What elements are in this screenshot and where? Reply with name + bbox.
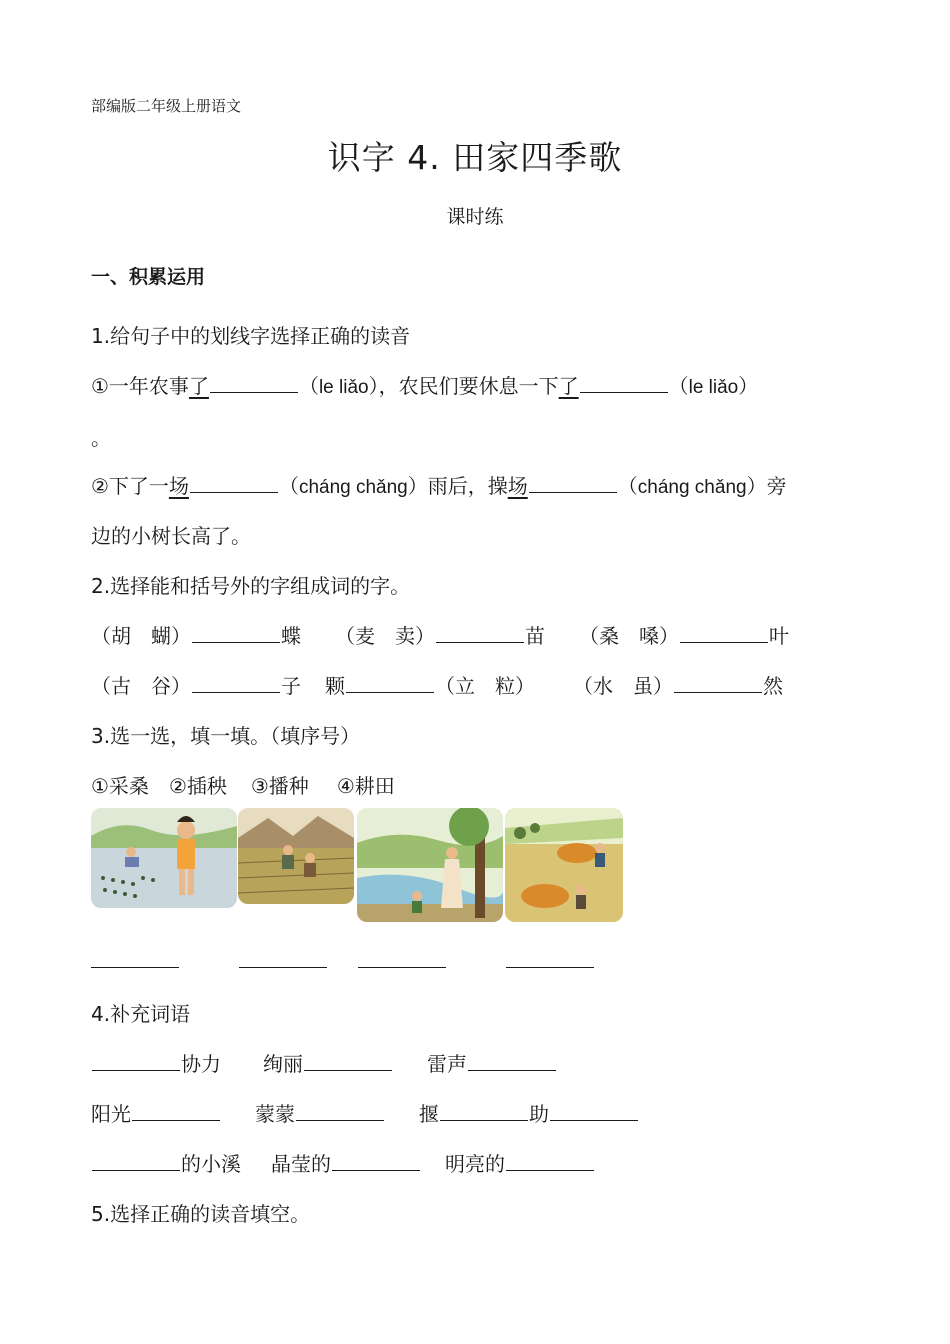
- answer-line-1[interactable]: [91, 967, 179, 968]
- answer-blank[interactable]: [296, 1100, 384, 1121]
- answer-blank[interactable]: [304, 1050, 392, 1071]
- q4-row3: 的小溪 晶莹的 明亮的: [91, 1148, 595, 1177]
- q4-row2: 阳光 蒙蒙 揠 助: [91, 1098, 639, 1127]
- answer-blank[interactable]: [210, 372, 298, 393]
- section-heading: 一、积累运用: [91, 266, 206, 288]
- sowing-picture: [238, 808, 354, 904]
- q2-row2: （古 谷） 子 颗 （立 粒） （水 虽） 然: [91, 674, 783, 698]
- answer-blank[interactable]: [132, 1100, 220, 1121]
- planting-rice-picture: [91, 808, 237, 908]
- source-label: 部编版二年级上册语文: [91, 97, 242, 115]
- q1-sentence2: ②下了一场 （cháng chǎng）雨后，操场 （cháng chǎng）旁: [91, 474, 787, 498]
- answer-blank[interactable]: [550, 1100, 638, 1121]
- plowing-field-picture: [505, 808, 623, 922]
- answer-blank[interactable]: [436, 622, 524, 643]
- picking-mulberry-picture: [357, 808, 503, 922]
- answer-blank[interactable]: [440, 1100, 528, 1121]
- q4-row1: 协力 绚丽 雷声: [91, 1048, 557, 1077]
- answer-blank[interactable]: [674, 672, 762, 693]
- option-1: ①采桑: [91, 774, 149, 798]
- answer-blank[interactable]: [529, 472, 617, 493]
- q3-options: [91, 770, 395, 799]
- page-title: 识字 4. 田家四季歌: [327, 138, 623, 177]
- q2-row1: （胡 蝴） 蝶 （麦 卖） 苗 （桑 嗓） 叶: [91, 624, 789, 648]
- answer-blank[interactable]: [346, 672, 434, 693]
- q4-prompt: 4.补充词语: [91, 1002, 191, 1026]
- answer-blank[interactable]: [332, 1150, 420, 1171]
- q5-prompt: 5.选择正确的读音填空。: [91, 1202, 311, 1226]
- answer-blank[interactable]: [506, 1150, 594, 1171]
- answer-blank[interactable]: [92, 1150, 180, 1171]
- q1-sentence1: ①一年农事了 （le liǎo），农民们要休息一下了 （le liǎo）: [91, 374, 759, 398]
- q1-prompt: 1.给句子中的划线字选择正确的读音: [91, 324, 411, 348]
- answer-line-2[interactable]: [239, 967, 327, 968]
- option-3: ③播种: [250, 774, 309, 798]
- page-subtitle: 课时练: [446, 206, 504, 228]
- option-4: ④耕田: [336, 774, 395, 798]
- q1-sentence1-tail: 。: [91, 426, 111, 450]
- q3-prompt: 3.选一选，填一填。（填序号）: [91, 724, 361, 748]
- q1-sentence2-line2: 边的小树长高了。: [91, 524, 251, 548]
- answer-line-3[interactable]: [358, 967, 446, 968]
- answer-blank[interactable]: [92, 1050, 180, 1071]
- answer-blank[interactable]: [580, 372, 668, 393]
- answer-blank[interactable]: [190, 472, 278, 493]
- answer-blank[interactable]: [192, 672, 280, 693]
- answer-line-4[interactable]: [506, 967, 594, 968]
- q2-prompt: 2.选择能和括号外的字组成词的字。: [91, 574, 411, 598]
- answer-blank[interactable]: [468, 1050, 556, 1071]
- answer-blank[interactable]: [680, 622, 768, 643]
- option-2: ②插秧: [168, 774, 227, 798]
- answer-blank[interactable]: [192, 622, 280, 643]
